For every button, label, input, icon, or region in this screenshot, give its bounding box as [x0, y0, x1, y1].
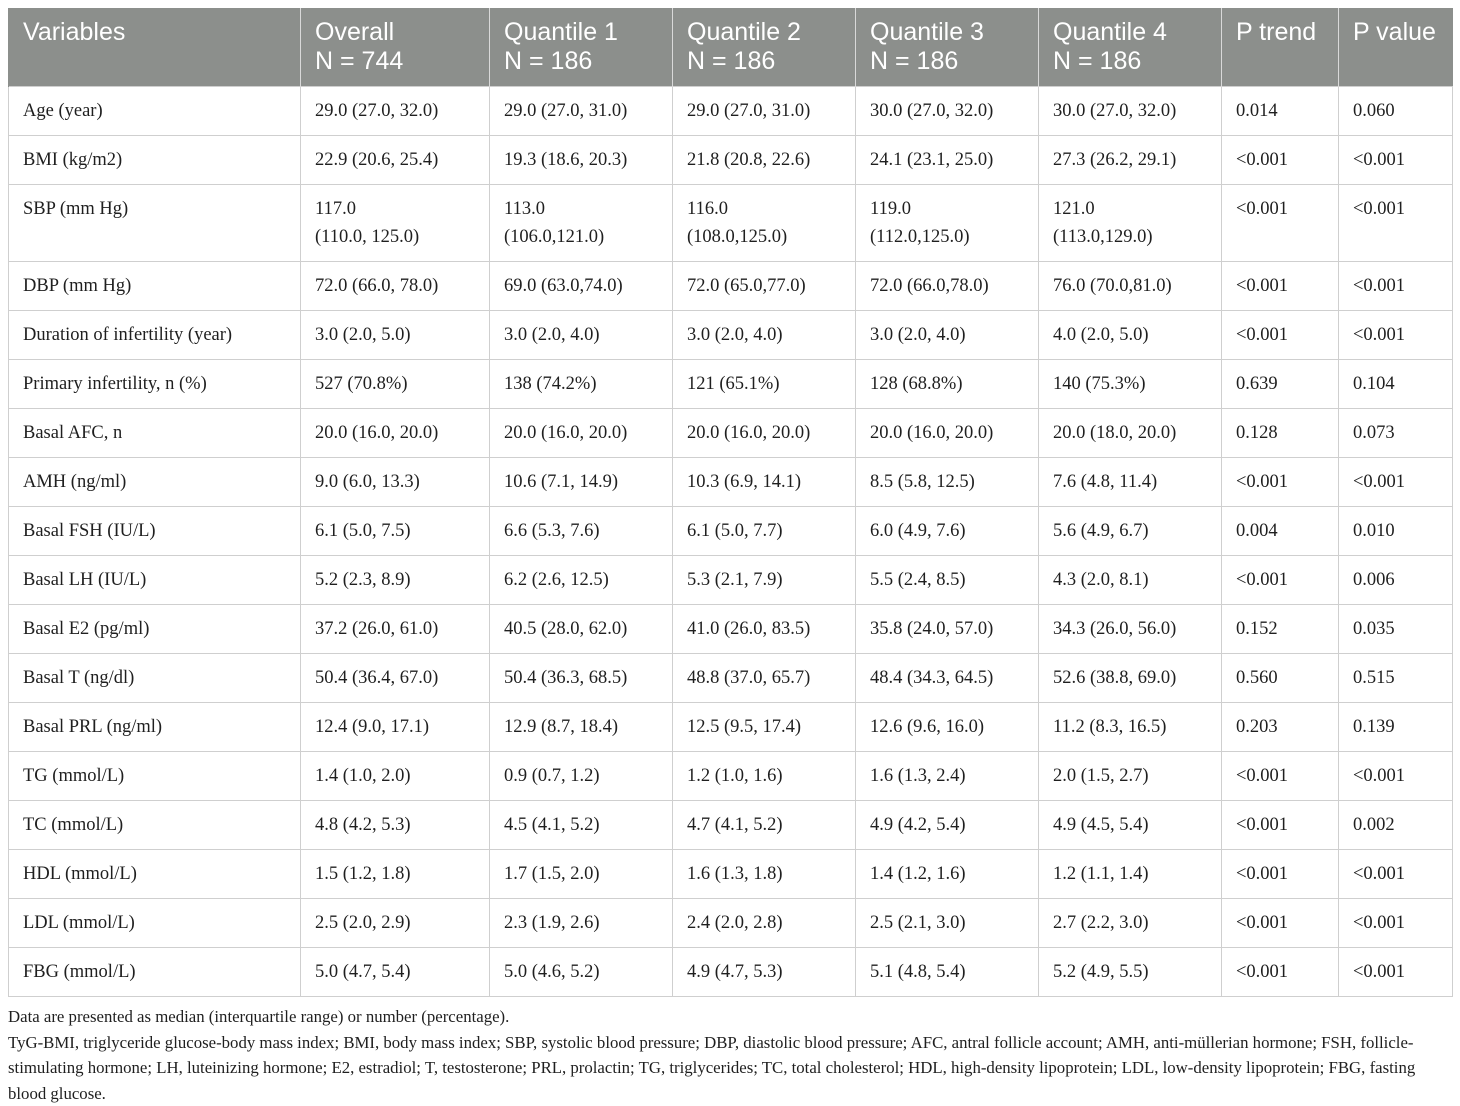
column-header-label: Quantile 2: [687, 18, 841, 47]
table-row: [9, 899, 1453, 948]
column-header: [9, 8, 301, 87]
table-cell: 1.5 (1.2, 1.8): [301, 850, 490, 899]
table-cell: 50.4 (36.3, 68.5): [490, 654, 673, 703]
table-cell: 24.1 (23.1, 25.0): [856, 136, 1039, 185]
variable-name-cell: LDL (mmol/L): [9, 899, 301, 948]
table-cell: 2.4 (2.0, 2.8): [673, 899, 856, 948]
variable-name-cell: Basal PRL (ng/ml): [9, 703, 301, 752]
table-cell: 5.5 (2.4, 8.5): [856, 556, 1039, 605]
table-cell: <0.001: [1339, 752, 1453, 801]
table-cell: 4.7 (4.1, 5.2): [673, 801, 856, 850]
table-cell: 50.4 (36.4, 67.0): [301, 654, 490, 703]
table-cell: 7.6 (4.8, 11.4): [1039, 458, 1222, 507]
table-cell: 72.0 (66.0,78.0): [856, 262, 1039, 311]
variable-name-cell: TC (mmol/L): [9, 801, 301, 850]
table-cell: 0.035: [1339, 605, 1453, 654]
column-header: [673, 8, 856, 87]
table-cell: 5.0 (4.6, 5.2): [490, 948, 673, 997]
table-cell: 5.1 (4.8, 5.4): [856, 948, 1039, 997]
table-cell: 5.2 (4.9, 5.5): [1039, 948, 1222, 997]
table-cell: 30.0 (27.0, 32.0): [856, 87, 1039, 136]
table-cell: 29.0 (27.0, 32.0): [301, 87, 490, 136]
table-row: [9, 458, 1453, 507]
table-cell: <0.001: [1222, 458, 1339, 507]
table-cell: 20.0 (16.0, 20.0): [856, 409, 1039, 458]
table-cell: 12.6 (9.6, 16.0): [856, 703, 1039, 752]
table-cell: <0.001: [1339, 311, 1453, 360]
table-cell: 0.002: [1339, 801, 1453, 850]
table-cell: 34.3 (26.0, 56.0): [1039, 605, 1222, 654]
table-cell: 0.560: [1222, 654, 1339, 703]
table-row: [9, 850, 1453, 899]
table-cell: 6.1 (5.0, 7.5): [301, 507, 490, 556]
table-cell: 48.4 (34.3, 64.5): [856, 654, 1039, 703]
column-header: [1339, 8, 1453, 87]
table-cell: <0.001: [1222, 948, 1339, 997]
table-cell: 29.0 (27.0, 31.0): [490, 87, 673, 136]
table-cell: 5.3 (2.1, 7.9): [673, 556, 856, 605]
table-cell: 6.1 (5.0, 7.7): [673, 507, 856, 556]
table-cell: 0.639: [1222, 360, 1339, 409]
table-cell: [856, 185, 1039, 262]
table-cell: 6.0 (4.9, 7.6): [856, 507, 1039, 556]
data-table: [8, 8, 1453, 997]
table-cell: <0.001: [1222, 801, 1339, 850]
cell-line: (110.0, 125.0): [315, 223, 475, 251]
column-header-sample-size: N = 744: [315, 47, 475, 76]
table-row: [9, 87, 1453, 136]
variable-name-cell: AMH (ng/ml): [9, 458, 301, 507]
table-cell: 41.0 (26.0, 83.5): [673, 605, 856, 654]
column-header-sample-size: N = 186: [1053, 47, 1207, 76]
table-cell: 22.9 (20.6, 25.4): [301, 136, 490, 185]
variable-name-cell: Basal AFC, n: [9, 409, 301, 458]
column-header-sample-size: N = 186: [687, 47, 841, 76]
table-cell: 3.0 (2.0, 5.0): [301, 311, 490, 360]
table-cell: 138 (74.2%): [490, 360, 673, 409]
table-cell: 37.2 (26.0, 61.0): [301, 605, 490, 654]
table-row: [9, 409, 1453, 458]
table-cell: 19.3 (18.6, 20.3): [490, 136, 673, 185]
table-cell: 1.6 (1.3, 1.8): [673, 850, 856, 899]
table-cell: 21.8 (20.8, 22.6): [673, 136, 856, 185]
table-cell: <0.001: [1222, 899, 1339, 948]
cell-line: 116.0: [687, 195, 841, 223]
table-cell: 12.9 (8.7, 18.4): [490, 703, 673, 752]
table-cell: 0.203: [1222, 703, 1339, 752]
variable-name-cell: TG (mmol/L): [9, 752, 301, 801]
table-cell: 3.0 (2.0, 4.0): [490, 311, 673, 360]
table-cell: <0.001: [1222, 136, 1339, 185]
table-cell: <0.001: [1339, 262, 1453, 311]
table-cell: 4.9 (4.5, 5.4): [1039, 801, 1222, 850]
table-cell: 1.4 (1.2, 1.6): [856, 850, 1039, 899]
table-cell: 29.0 (27.0, 31.0): [673, 87, 856, 136]
table-cell: 4.9 (4.2, 5.4): [856, 801, 1039, 850]
table-cell: 0.139: [1339, 703, 1453, 752]
table-cell: 1.6 (1.3, 2.4): [856, 752, 1039, 801]
column-header: [856, 8, 1039, 87]
table-cell: 2.7 (2.2, 3.0): [1039, 899, 1222, 948]
table-cell: 2.5 (2.0, 2.9): [301, 899, 490, 948]
table-cell: 72.0 (66.0, 78.0): [301, 262, 490, 311]
table-cell: [301, 185, 490, 262]
table-cell: 0.9 (0.7, 1.2): [490, 752, 673, 801]
column-header: [490, 8, 673, 87]
table-cell: 4.8 (4.2, 5.3): [301, 801, 490, 850]
column-header: [1222, 8, 1339, 87]
table-cell: <0.001: [1222, 262, 1339, 311]
column-header-sample-size: N = 186: [504, 47, 658, 76]
table-cell: 72.0 (65.0,77.0): [673, 262, 856, 311]
table-cell: 4.5 (4.1, 5.2): [490, 801, 673, 850]
table-row: [9, 136, 1453, 185]
variable-name-cell: FBG (mmol/L): [9, 948, 301, 997]
table-cell: 3.0 (2.0, 4.0): [673, 311, 856, 360]
table-cell: 0.010: [1339, 507, 1453, 556]
table-cell: 121 (65.1%): [673, 360, 856, 409]
table-cell: 140 (75.3%): [1039, 360, 1222, 409]
variable-name-cell: DBP (mm Hg): [9, 262, 301, 311]
table-cell: <0.001: [1339, 948, 1453, 997]
cell-line: 119.0: [870, 195, 1024, 223]
table-row: [9, 948, 1453, 997]
table-cell: 8.5 (5.8, 12.5): [856, 458, 1039, 507]
table-cell: [1039, 185, 1222, 262]
variable-name-cell: BMI (kg/m2): [9, 136, 301, 185]
table-cell: 128 (68.8%): [856, 360, 1039, 409]
table-cell: 0.515: [1339, 654, 1453, 703]
table-row: [9, 556, 1453, 605]
column-header: [301, 8, 490, 87]
table-row: [9, 752, 1453, 801]
cell-line: (108.0,125.0): [687, 223, 841, 251]
column-header-label: Quantile 1: [504, 18, 658, 47]
table-cell: 30.0 (27.0, 32.0): [1039, 87, 1222, 136]
table-cell: <0.001: [1339, 458, 1453, 507]
variable-name-cell: Age (year): [9, 87, 301, 136]
table-row: [9, 703, 1453, 752]
table-cell: 12.5 (9.5, 17.4): [673, 703, 856, 752]
table-cell: 76.0 (70.0,81.0): [1039, 262, 1222, 311]
table-row: [9, 185, 1453, 262]
table-cell: 1.7 (1.5, 2.0): [490, 850, 673, 899]
table-cell: 2.0 (1.5, 2.7): [1039, 752, 1222, 801]
column-header-label: P value: [1353, 18, 1439, 47]
table-cell: 20.0 (18.0, 20.0): [1039, 409, 1222, 458]
table-cell: <0.001: [1222, 752, 1339, 801]
variable-name-cell: Basal LH (IU/L): [9, 556, 301, 605]
table-cell: 11.2 (8.3, 16.5): [1039, 703, 1222, 752]
cell-line: (106.0,121.0): [504, 223, 658, 251]
cell-line: 117.0: [315, 195, 475, 223]
table-cell: [490, 185, 673, 262]
table-cell: 12.4 (9.0, 17.1): [301, 703, 490, 752]
table-cell: 0.006: [1339, 556, 1453, 605]
table-cell: <0.001: [1222, 311, 1339, 360]
table-cell: 20.0 (16.0, 20.0): [490, 409, 673, 458]
table-row: [9, 507, 1453, 556]
column-header-label: Quantile 3: [870, 18, 1024, 47]
variable-name-cell: HDL (mmol/L): [9, 850, 301, 899]
column-header: [1039, 8, 1222, 87]
column-header-label: Overall: [315, 18, 475, 47]
table-cell: <0.001: [1222, 556, 1339, 605]
table-cell: 0.004: [1222, 507, 1339, 556]
table-cell: 0.060: [1339, 87, 1453, 136]
variable-name-cell: Basal E2 (pg/ml): [9, 605, 301, 654]
cell-line: (113.0,129.0): [1053, 223, 1207, 251]
table-row: [9, 262, 1453, 311]
table-container: [8, 8, 1452, 1106]
table-cell: 0.128: [1222, 409, 1339, 458]
table-cell: 9.0 (6.0, 13.3): [301, 458, 490, 507]
table-cell: 5.0 (4.7, 5.4): [301, 948, 490, 997]
table-cell: <0.001: [1222, 850, 1339, 899]
cell-line: 113.0: [504, 195, 658, 223]
table-cell: 6.6 (5.3, 7.6): [490, 507, 673, 556]
table-cell: 0.152: [1222, 605, 1339, 654]
table-cell: 10.6 (7.1, 14.9): [490, 458, 673, 507]
table-cell: <0.001: [1339, 850, 1453, 899]
table-row: [9, 360, 1453, 409]
table-cell: 5.6 (4.9, 6.7): [1039, 507, 1222, 556]
header-row: [9, 8, 1453, 87]
table-cell: <0.001: [1339, 899, 1453, 948]
table-row: [9, 605, 1453, 654]
table-cell: 1.2 (1.0, 1.6): [673, 752, 856, 801]
cell-line: 121.0: [1053, 195, 1207, 223]
table-cell: 3.0 (2.0, 4.0): [856, 311, 1039, 360]
table-cell: 27.3 (26.2, 29.1): [1039, 136, 1222, 185]
table-cell: 48.8 (37.0, 65.7): [673, 654, 856, 703]
table-cell: 35.8 (24.0, 57.0): [856, 605, 1039, 654]
column-header-label: Variables: [23, 18, 286, 47]
column-header-label: Quantile 4: [1053, 18, 1207, 47]
table-cell: 527 (70.8%): [301, 360, 490, 409]
variable-name-cell: Primary infertility, n (%): [9, 360, 301, 409]
table-header: [9, 8, 1453, 87]
table-cell: [673, 185, 856, 262]
column-header-label: P trend: [1236, 18, 1324, 47]
table-cell: 0.104: [1339, 360, 1453, 409]
table-cell: <0.001: [1339, 185, 1453, 262]
variable-name-cell: Duration of infertility (year): [9, 311, 301, 360]
table-cell: 20.0 (16.0, 20.0): [673, 409, 856, 458]
table-row: [9, 311, 1453, 360]
table-cell: 52.6 (38.8, 69.0): [1039, 654, 1222, 703]
table-cell: 5.2 (2.3, 8.9): [301, 556, 490, 605]
table-cell: 20.0 (16.0, 20.0): [301, 409, 490, 458]
table-cell: <0.001: [1222, 185, 1339, 262]
variable-name-cell: Basal FSH (IU/L): [9, 507, 301, 556]
table-cell: 1.2 (1.1, 1.4): [1039, 850, 1222, 899]
table-row: [9, 654, 1453, 703]
table-cell: 1.4 (1.0, 2.0): [301, 752, 490, 801]
table-cell: 4.0 (2.0, 5.0): [1039, 311, 1222, 360]
footnote-abbreviations: TyG-BMI, triglyceride glucose-body mass index; BMI, body mass index; SBP, systolic blood pressure; DBP, diastolic blood pressure; AFC, antral follicle account; AMH, anti-müllerian hormone; FSH, follicle-stimulating hormone; LH, luteinizing hormone; E2, estradiol; T, testosterone; PRL, prolactin; TG, triglycerides; TC, total cholesterol; HDL, high-density lipoprotein; LDL, low-density lipoprotein; FBG, fasting blood glucose.: [8, 1030, 1450, 1106]
table-cell: 69.0 (63.0,74.0): [490, 262, 673, 311]
variable-name-cell: SBP (mm Hg): [9, 185, 301, 262]
footnote-data-presentation: Data are presented as median (interquartile range) or number (percentage).: [8, 1004, 1450, 1030]
table-cell: 0.073: [1339, 409, 1453, 458]
table-cell: 2.3 (1.9, 2.6): [490, 899, 673, 948]
table-cell: 0.014: [1222, 87, 1339, 136]
table-cell: 4.3 (2.0, 8.1): [1039, 556, 1222, 605]
variable-name-cell: Basal T (ng/dl): [9, 654, 301, 703]
column-header-sample-size: N = 186: [870, 47, 1024, 76]
table-cell: 6.2 (2.6, 12.5): [490, 556, 673, 605]
table-cell: 10.3 (6.9, 14.1): [673, 458, 856, 507]
table-footnotes: [8, 1004, 1452, 1106]
table-cell: 2.5 (2.1, 3.0): [856, 899, 1039, 948]
table-cell: <0.001: [1339, 136, 1453, 185]
table-row: [9, 801, 1453, 850]
table-cell: 4.9 (4.7, 5.3): [673, 948, 856, 997]
table-body: [9, 87, 1453, 997]
cell-line: (112.0,125.0): [870, 223, 1024, 251]
table-cell: 40.5 (28.0, 62.0): [490, 605, 673, 654]
